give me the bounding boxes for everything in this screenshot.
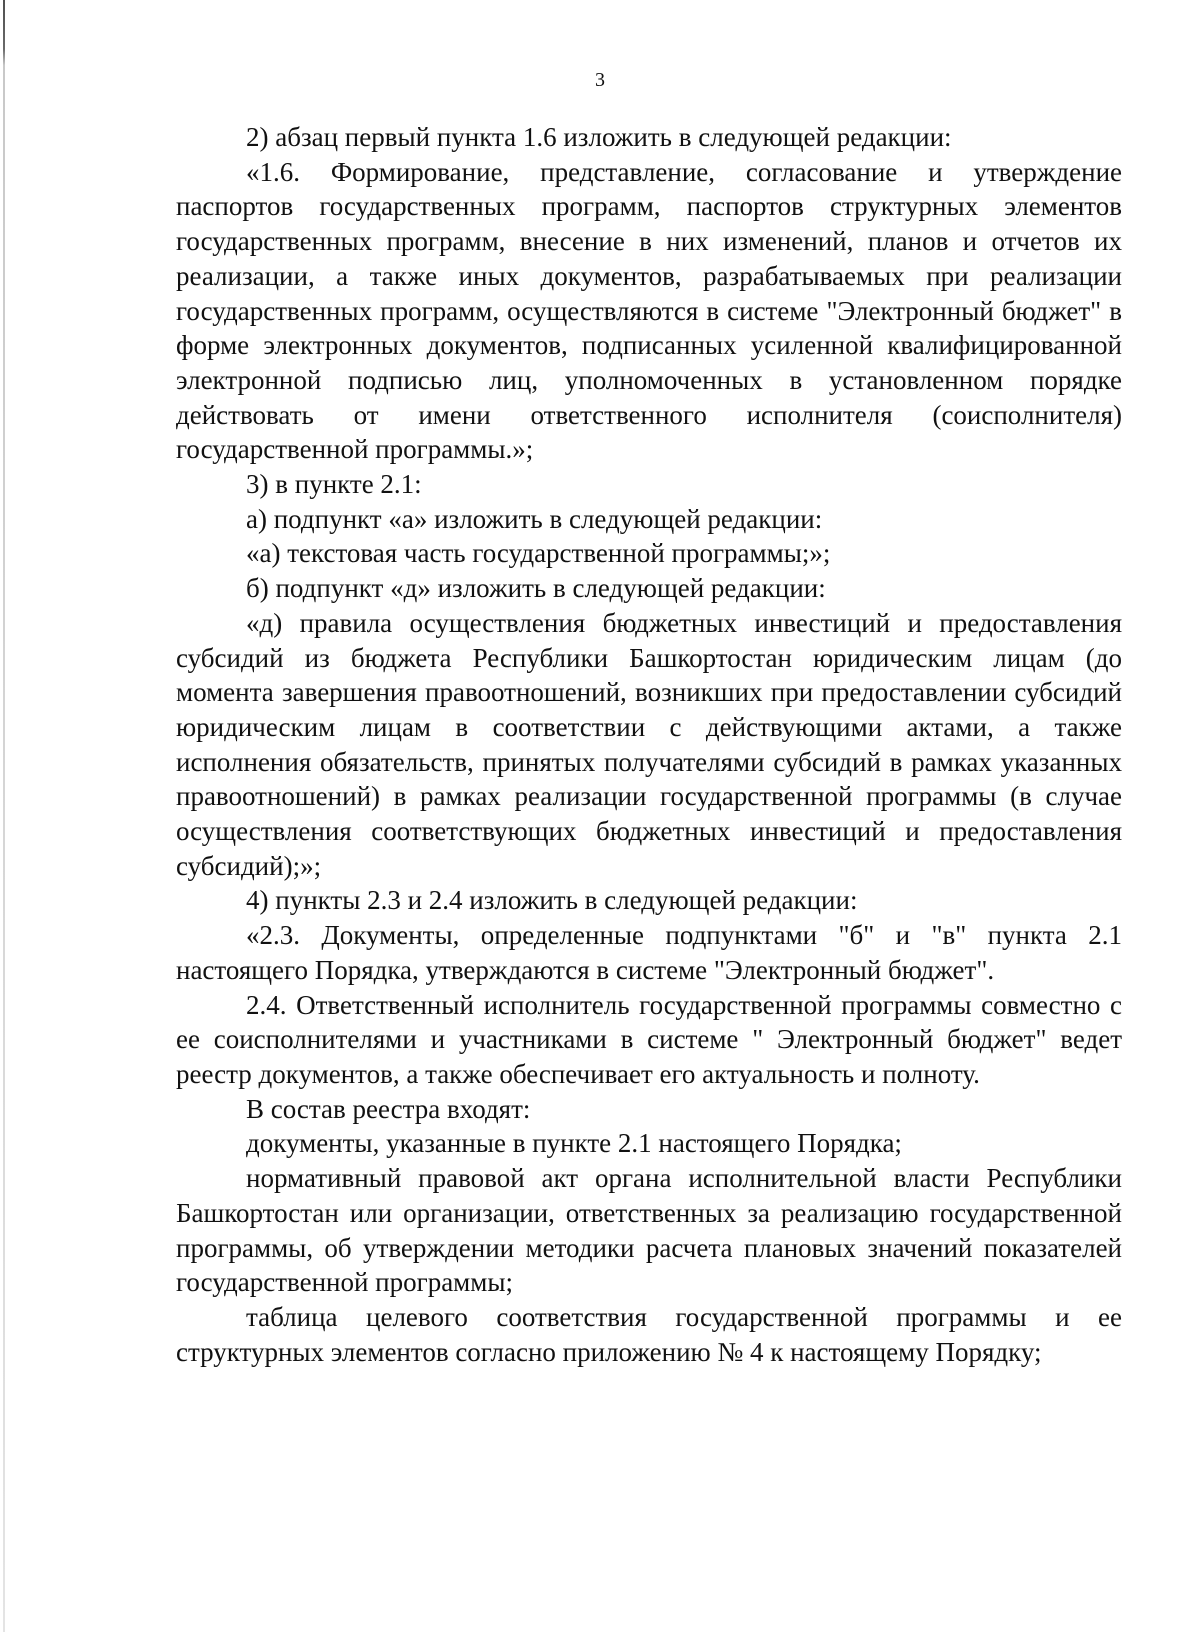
paragraph-item-2: 2) абзац первый пункта 1.6 изложить в следующей редакции: bbox=[246, 122, 952, 152]
scan-edge-line bbox=[3, 0, 5, 1632]
paragraph-quote-d: «д) правила осуществления бюджетных инвестиций и предоставления субсидий из бюджета Республики Башкортостан юридическим лицам (до момента завершения правоотношений, возникших при предоставлении субсидий юридическим лицам в соответствии с действующими актами, а также исполнения обязательств, принятых получателями субсидий в рамках указанных правоотношений) в рамках реализации государственной программы (в случае осуществления соответствующих бюджетных инвестиций и предоставления субсидий);»; bbox=[176, 607, 1122, 881]
paragraph-item-4: 4) пункты 2.3 и 2.4 изложить в следующей редакции: bbox=[246, 885, 858, 916]
paragraph-quote-1-6: «1.6. Формирование, представление, согласование и утверждение паспортов государственных программ, паспортов структурных элементов государственных программ, внесение в них изменений, планов и отчетов их реализации, а также иных документов, разрабатываемых при реализации государственных программ, осуществляются в системе "Электронный бюджет" в форме электронных документов, подписанных усиленной квалифицированной электронной подписью лиц, уполномоченных в установленном порядке действовать от имени ответственного исполнителя (соисполнителя) государственной программы.»; bbox=[176, 156, 1122, 465]
paragraph-registry-table: таблица целевого соответствия государственной программы и ее структурных элементов согласно приложению № 4 к настоящему Порядку; bbox=[176, 1301, 1122, 1367]
paragraph-registry-intro: В состав реестра входят: bbox=[246, 1093, 531, 1124]
paragraph-2-4: 2.4. Ответственный исполнитель государственной программы совместно с ее соисполнителями и участниками в системе " Электронный бюджет" ведет реестр документов, а также обеспечивает его актуальность и полноту. bbox=[176, 989, 1122, 1089]
paragraph-item-3: 3) в пункте 2.1: bbox=[246, 469, 422, 500]
document-body bbox=[176, 120, 1122, 1369]
page-number: 3 bbox=[595, 69, 605, 91]
paragraph-registry-documents: документы, указанные в пункте 2.1 настоящего Порядка; bbox=[246, 1128, 902, 1159]
paragraph-registry-normative-act: нормативный правовой акт органа исполнительной власти Республики Башкортостан или организации, ответственных за реализацию государственной программы, об утверждении методики расчета плановых значений показателей государственной программы; bbox=[176, 1163, 1122, 1298]
paragraph-quote-2-3: «2.3. Документы, определенные подпунктами "б" и "в" пункта 2.1 настоящего Порядка, утверждаются в системе "Электронный бюджет". bbox=[176, 920, 1122, 985]
paragraph-subitem-b: б) подпункт «д» изложить в следующей редакции: bbox=[246, 573, 826, 604]
paragraph-quote-a: «а) текстовая часть государственной программы;»; bbox=[246, 538, 831, 569]
paragraph-subitem-a: а) подпункт «а» изложить в следующей редакции: bbox=[246, 503, 823, 534]
